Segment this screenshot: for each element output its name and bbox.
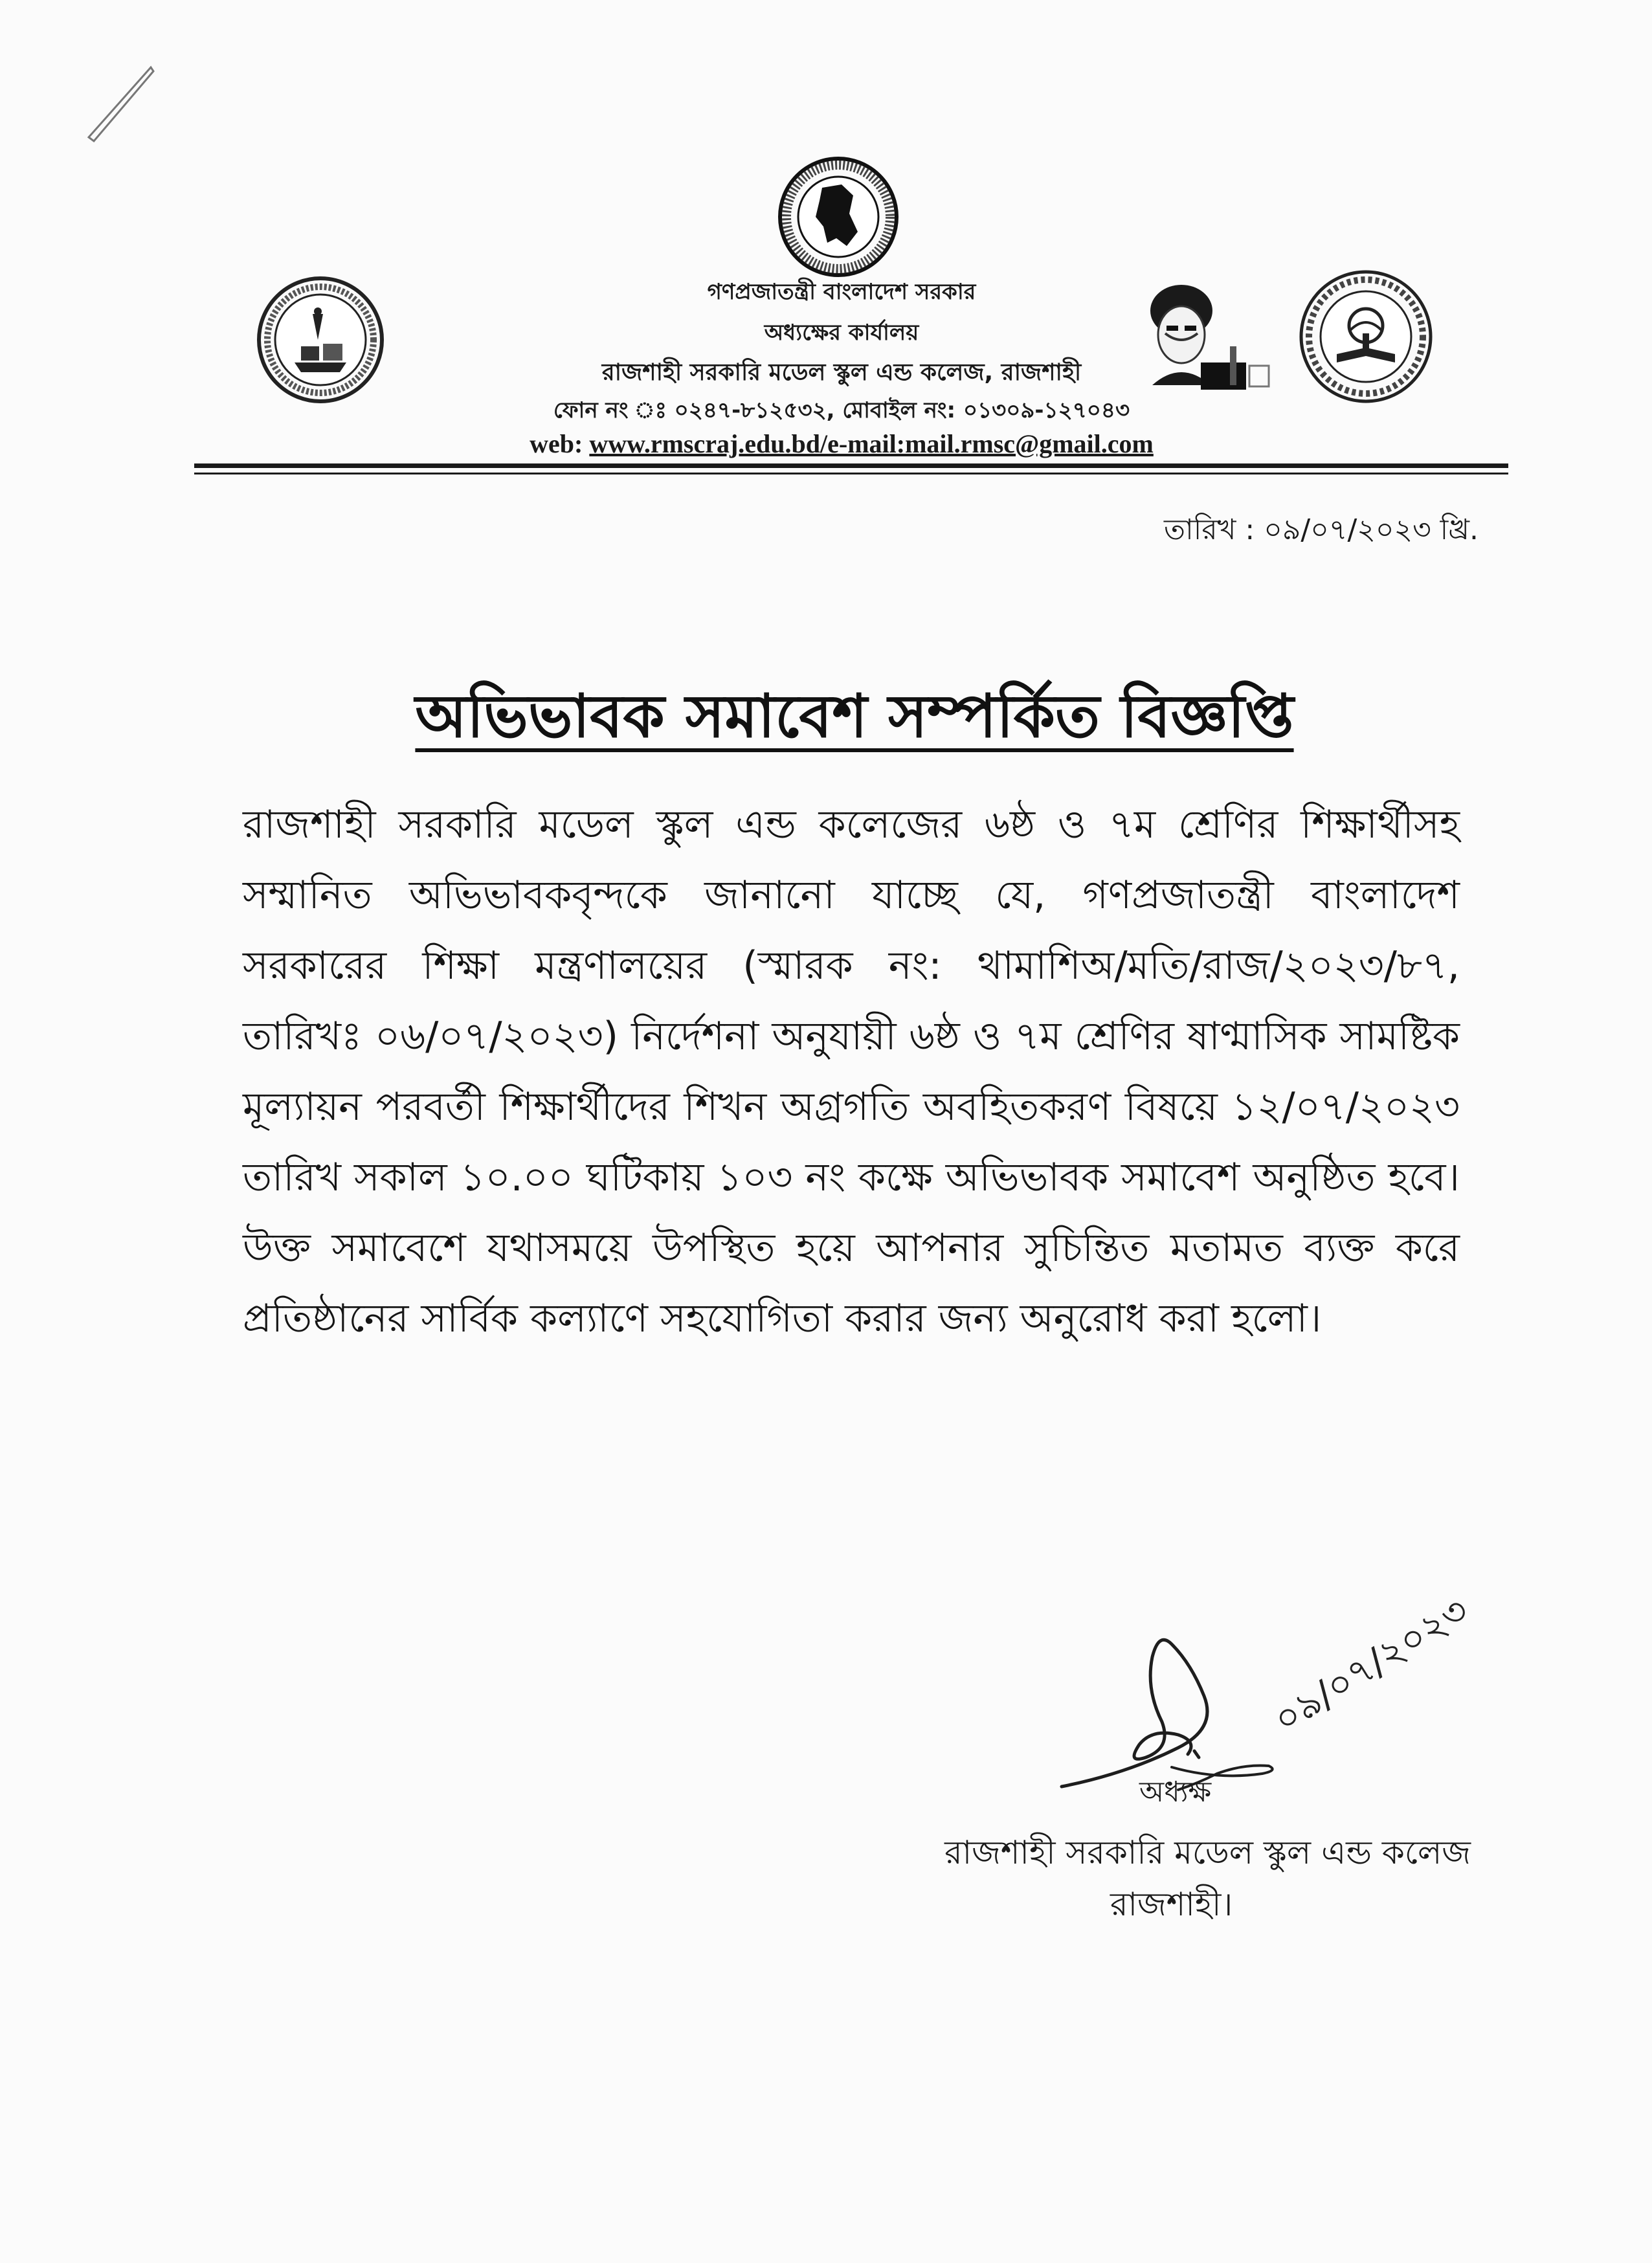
- handwritten-date: ০৯/০৭/২০২৩: [1266, 1587, 1477, 1743]
- header-rule-thick: [194, 463, 1508, 468]
- header-office: অধ্যক্ষের কার্যালয়: [764, 320, 919, 346]
- signatory-city: রাজশাহী।: [1110, 1886, 1233, 1923]
- signatory-role: অধ্যক্ষ: [1139, 1776, 1212, 1809]
- sheikh-hasina-education-logo-icon: [1298, 269, 1434, 405]
- header-institution: রাজশাহী সরকারি মডেল স্কুল এন্ড কলেজ, রাজশাহী: [601, 359, 1082, 386]
- notice-body: রাজশাহী সরকারি মডেল স্কুল এন্ড কলেজের ৬ষ্ঠ ও ৭ম শ্রেণির শিক্ষার্থীসহ সম্মানিত অভিভাবকবৃন্দকে জানানো যাচ্ছে যে, গণপ্রজাতন্ত্রী বাংলাদেশ সরকারের শিক্ষা মন্ত্রণালয়ের (স্মারক নং: থামাশিঅ/মতি/রাজ/২০২৩/৮৭, তারিখঃ ০৬/০৭/২০২৩) নির্দেশনা অনুযায়ী ৬ষ্ঠ ও ৭ম শ্রেণির ষাণ্মাসিক সামষ্টিক মূল্যায়ন পরবর্তী শিক্ষার্থীদের শিখন অগ্রগতি অবহিতকরণ বিষয়ে ১২/০৭/২০২৩ তারিখ সকাল ১০.০০ ঘটিকায় ১০৩ নং কক্ষে অভিভাবক সমাবেশ অনুষ্ঠিত হবে। উক্ত সমাবেশে যথাসময়ে উপস্থিত হয়ে আপনার সুচিন্তিত মতামত ব্যক্ত করে প্রতিষ্ঠানের সার্বিক কল্যাণে সহযোগিতা করার জন্য অনুরোধ করা হলো।: [243, 802, 1460, 1341]
- institution-seal-icon: [256, 275, 385, 405]
- web-email-link[interactable]: www.rmscraj.edu.bd/e-mail:mail.rmsc@gmail.com: [589, 429, 1154, 458]
- notice-date: তারিখ : ০৯/০৭/২০২৩ খ্রি.: [1163, 513, 1479, 546]
- notice-title: অভিভাবক সমাবেশ সম্পর্কিত বিজ্ঞপ্তি: [415, 682, 1294, 751]
- signatory-institution: রাজশাহী সরকারি মডেল স্কুল এন্ড কলেজ: [944, 1834, 1471, 1871]
- pen-mark-icon: [81, 65, 159, 149]
- header-web: [388, 429, 1295, 459]
- header-phone: ফোন নং ঃ ০২৪৭-৮১২৫৩২, মোবাইল নং: ০১৩০৯-১২৭০৪৩: [553, 397, 1130, 423]
- header-rule-thin: [194, 473, 1508, 474]
- bangladesh-government-seal-icon: [777, 155, 900, 278]
- web-prefix: web:: [530, 429, 583, 458]
- header-government: গণপ্রজাতন্ত্রী বাংলাদেশ সরকার: [707, 279, 976, 305]
